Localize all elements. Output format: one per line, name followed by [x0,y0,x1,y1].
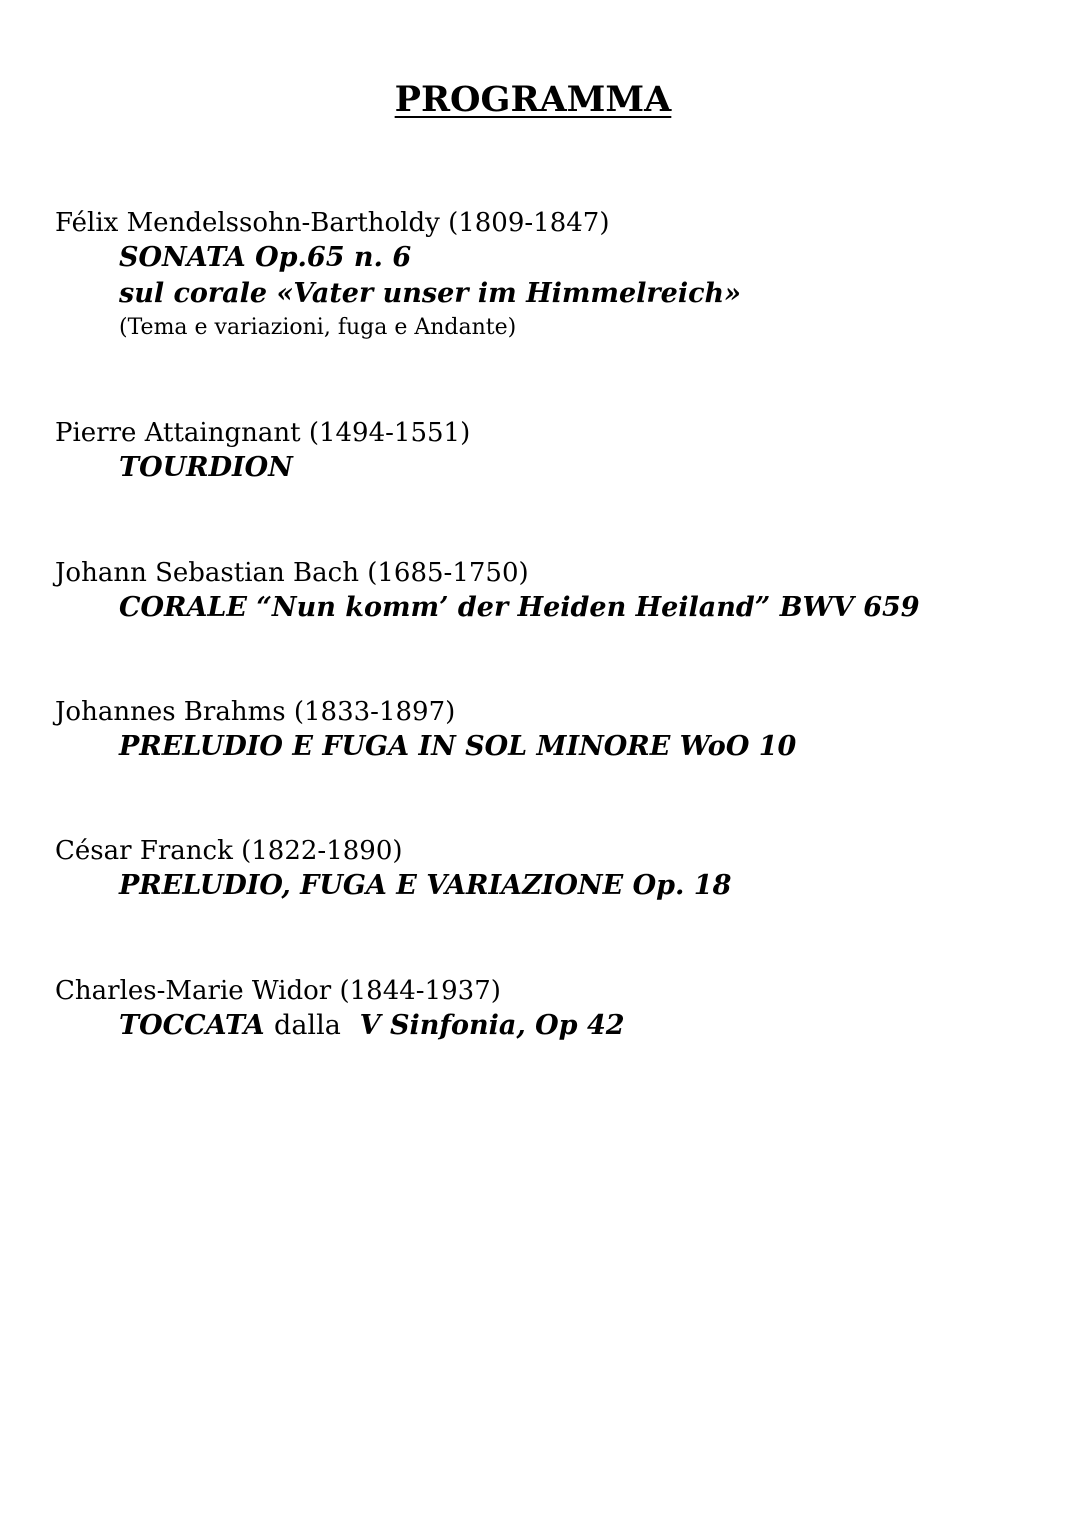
composer-name: César Franck (1822-1890) [55,836,403,866]
work-title-source: V Sinfonia, Op 42 [359,1010,625,1041]
program-entry-attaingnant [55,416,1055,486]
work-title-connector: dalla [274,1010,341,1041]
work-title-main: TOCCATA [119,1010,265,1041]
page-title [0,78,1066,122]
program-entry-brahms [55,695,1055,765]
work-title: SONATA Op.65 n. 6 [119,242,412,273]
program-entry-widor [55,974,1055,1044]
page-title-text: PROGRAMMA [394,79,672,120]
composer-name: Johann Sebastian Bach (1685-1750) [55,558,529,588]
composer-name: Félix Mendelssohn-Bartholdy (1809-1847) [55,208,610,238]
work-title [119,1008,1055,1044]
composer-name: Johannes Brahms (1833-1897) [55,697,456,727]
work-title: TOURDION [119,452,293,483]
composer-name: Charles-Marie Widor (1844-1937) [55,976,501,1006]
program-entry-mendelssohn [55,206,1055,344]
composer-name: Pierre Attaingnant (1494-1551) [55,418,471,448]
program-entry-franck [55,834,1055,904]
work-subtitle: sul corale «Vater unser im Himmelreich» [119,278,742,309]
work-title: CORALE “Nun komm’ der Heiden Heiland” BWV 659 [119,592,920,623]
program-entry-bach [55,556,1055,626]
work-title: PRELUDIO E FUGA IN SOL MINORE WoO 10 [119,731,797,762]
work-title: PRELUDIO, FUGA E VARIAZIONE Op. 18 [119,870,732,901]
work-note: (Tema e variazioni, fuga e Andante) [119,315,517,340]
